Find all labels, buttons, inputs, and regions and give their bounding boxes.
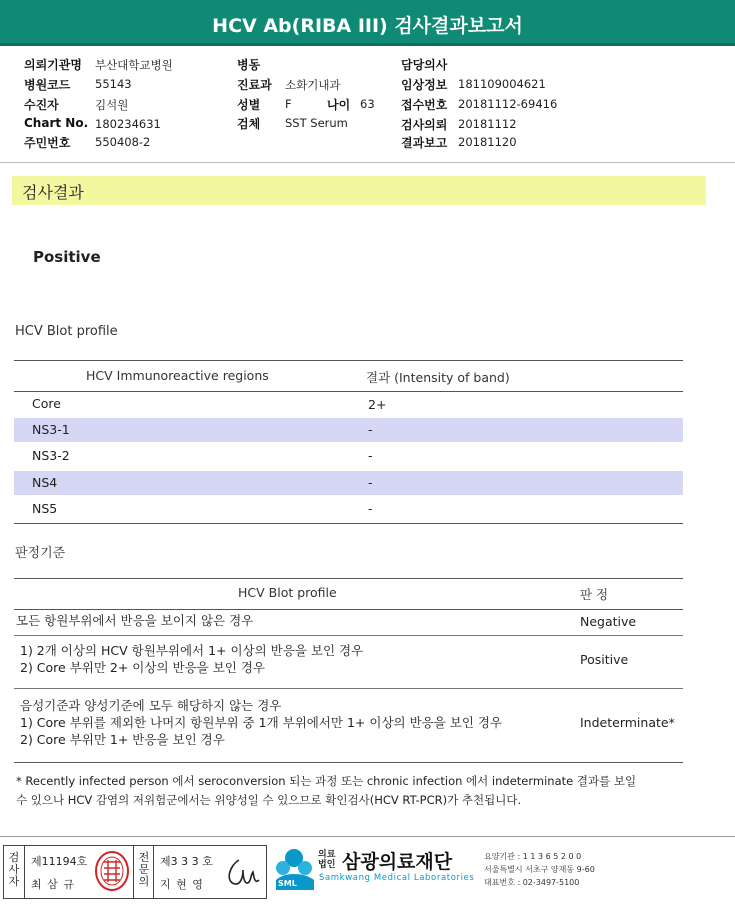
specialist-license: 제3 3 3 호 — [160, 855, 213, 868]
blot-header-region: HCV Immunoreactive regions — [86, 368, 269, 383]
intensity-cell: - — [368, 448, 373, 463]
region-cell: NS4 — [32, 475, 58, 490]
age-label: 나이 — [327, 98, 351, 112]
field-label: 수진자 — [24, 98, 59, 112]
field-label: 담당의사 — [401, 58, 448, 72]
org-name: 삼광의료재단 — [342, 851, 453, 873]
field-label: 결과보고 — [401, 136, 448, 150]
footnote-line: * Recently infected person 에서 seroconversion 되는 과정 또는 chronic infection 에서 indeterminate 결과를 보일 — [16, 774, 637, 788]
field-value: 20181112-69416 — [458, 97, 558, 111]
criteria-text: 모든 항원부위에서 반응을 보이지 않은 경우 — [16, 613, 254, 628]
section-title: 검사결과 — [22, 183, 84, 202]
criteria-text: 1) Core 부위를 제외한 나머지 항원부위 중 1개 부위에서만 1+ 이상의 반응을 보인 경우 — [20, 715, 503, 730]
box-divider — [133, 845, 134, 899]
table-border — [14, 360, 683, 361]
field-value: 181109004621 — [458, 77, 546, 91]
field-value: 20181112 — [458, 117, 517, 131]
signature-icon — [221, 852, 261, 892]
row-divider — [14, 688, 683, 689]
report-title: HCV Ab(RIBA III) 검사결과보고서 — [0, 0, 735, 46]
field-value: SST Serum — [285, 116, 348, 130]
box-divider — [153, 845, 154, 899]
field-label: 주민번호 — [24, 136, 71, 150]
criteria-title: 판정기준 — [15, 546, 66, 561]
judgment-cell: Indeterminate* — [580, 715, 675, 730]
footer-divider — [0, 836, 735, 837]
field-value: 55143 — [95, 77, 132, 91]
box-divider — [24, 845, 25, 899]
field-value: F — [285, 97, 292, 111]
field-label: 임상정보 — [401, 78, 448, 92]
table-border — [14, 391, 683, 392]
criteria-header-judgment: 판 정 — [580, 587, 609, 602]
judgment-cell: Negative — [580, 614, 637, 629]
field-label: 진료과 — [237, 78, 272, 92]
table-border — [14, 762, 683, 763]
result-value: Positive — [33, 248, 101, 266]
blot-profile-title: HCV Blot profile — [15, 324, 118, 339]
judgment-cell: Positive — [580, 652, 629, 667]
blot-header-intensity: 결과 (Intensity of band) — [366, 370, 510, 385]
org-prefix — [318, 850, 335, 870]
intensity-cell: 2+ — [368, 397, 387, 412]
field-value: 김석원 — [95, 98, 129, 112]
table-border — [14, 523, 683, 524]
field-value: 180234631 — [95, 117, 161, 131]
field-label: 접수번호 — [401, 98, 448, 112]
inspector-label: 검사자 — [8, 851, 20, 888]
table-border — [14, 609, 683, 610]
inspector-license: 제11194호 — [31, 855, 88, 868]
field-value: 20181120 — [458, 135, 517, 149]
org-prefix-line: 법인 — [318, 860, 336, 870]
contact-line: 요양기관 : 1 1 3 6 5 2 0 0 — [484, 852, 582, 861]
contact-line: 대표번호 : 02-3497-5100 — [484, 878, 580, 887]
criteria-text: 음성기준과 양성기준에 모두 해당하지 않는 경우 — [20, 698, 282, 713]
seal-stamp-icon — [94, 850, 130, 892]
field-value: 소화기내과 — [285, 78, 341, 92]
field-value: 550408-2 — [95, 135, 151, 149]
org-prefix-line: 의료 — [318, 850, 336, 860]
intensity-cell: - — [368, 422, 373, 437]
inspector-name: 최 삼 규 — [31, 878, 75, 891]
table-border — [14, 578, 683, 579]
field-label: 병동 — [237, 58, 261, 72]
region-cell: Core — [32, 396, 61, 411]
org-english-name: Samkwang Medical Laboratories — [319, 873, 475, 883]
criteria-text: 2) Core 부위만 1+ 반응을 보인 경우 — [20, 732, 225, 747]
criteria-text: 2) Core 부위만 2+ 이상의 반응을 보인 경우 — [20, 660, 265, 675]
intensity-cell: - — [368, 475, 373, 490]
criteria-text: 1) 2개 이상의 HCV 항원부위에서 1+ 이상의 반응을 보인 경우 — [20, 643, 364, 658]
row-divider — [14, 635, 683, 636]
intensity-cell: - — [368, 501, 373, 516]
contact-line: 서울특별시 서초구 양재동 9-60 — [484, 865, 595, 874]
field-value: 부산대학교병원 — [95, 58, 173, 72]
row-shade — [14, 418, 683, 442]
section-bar — [12, 176, 706, 205]
header-divider — [0, 162, 735, 163]
specialist-label: 전문의 — [138, 851, 150, 888]
age-value: 63 — [360, 97, 375, 111]
field-label: 의뢰기관명 — [24, 58, 82, 72]
field-label: Chart No. — [24, 116, 89, 130]
row-shade — [14, 471, 683, 495]
field-label: 성별 — [237, 98, 261, 112]
region-cell: NS5 — [32, 501, 58, 516]
field-label: 검체 — [237, 117, 261, 131]
specialist-name: 지 현 영 — [160, 878, 204, 891]
field-label: 검사의뢰 — [401, 118, 448, 132]
org-contact — [484, 850, 595, 889]
criteria-header-profile: HCV Blot profile — [238, 585, 337, 600]
logo-text: SML — [278, 879, 297, 888]
region-cell: NS3-2 — [32, 448, 70, 463]
footnote-line: 수 있으나 HCV 감염의 저위험군에서는 위양성일 수 있으므로 확인검사(HCV RT-PCR)가 추천됩니다. — [16, 793, 522, 807]
region-cell: NS3-1 — [32, 422, 70, 437]
field-label: 병원코드 — [24, 78, 71, 92]
